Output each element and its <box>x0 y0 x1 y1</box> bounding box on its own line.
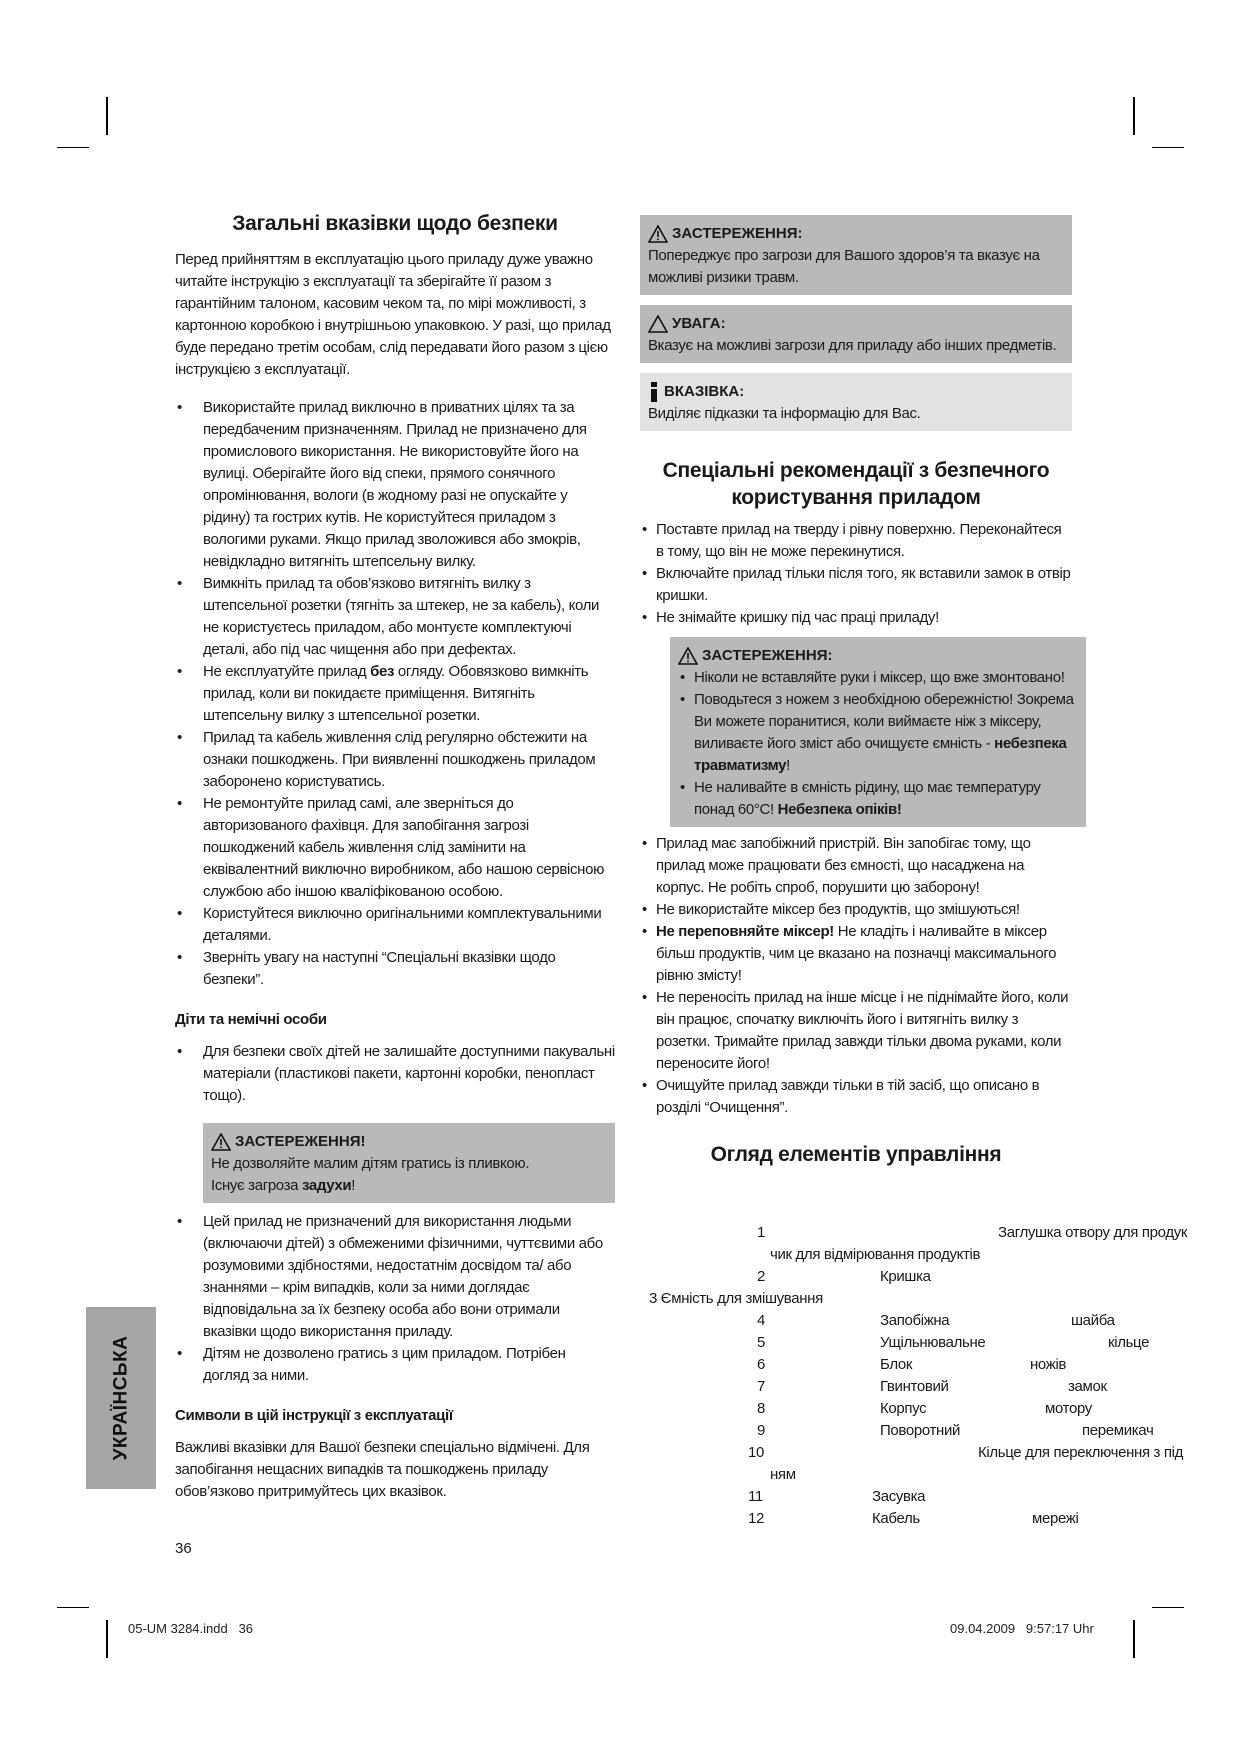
crop-mark <box>1133 97 1135 135</box>
warning-box-children <box>203 1123 615 1203</box>
caution-triangle-icon <box>648 315 668 333</box>
crop-mark <box>106 97 108 135</box>
crop-mark <box>1133 1620 1135 1658</box>
control-label: кільце <box>1108 1334 1150 1351</box>
special-list <box>640 519 1072 629</box>
legend-box-text: Вказує на можливі загрози для приладу або інших предметів. <box>648 337 1057 354</box>
list-item: • Користуйтеся виключно оригінальними комплектувальними деталями. <box>175 903 615 947</box>
control-number: 4 <box>757 1312 765 1329</box>
control-number: 12 <box>748 1510 764 1527</box>
warning-box-title: ЗАСТЕРЕЖЕННЯ! <box>211 1131 607 1153</box>
language-tab <box>86 1307 156 1489</box>
list-item: • Дітям не дозволено гратись з цим приладом. Потрібен догляд за ними. <box>175 1343 615 1387</box>
legend-box-caution <box>640 305 1072 363</box>
section-title-general-safety: Загальні вказівки щодо безпеки <box>232 212 558 235</box>
control-label: Запобіжна <box>880 1312 950 1329</box>
legend-box-title: ВКАЗІВКА: <box>664 383 745 400</box>
list-item: • Прилад має запобіжний пристрій. Він запобігає тому, що прилад може працювати без ємності, що насаджена на корпус. Не робіть спроб, порушити цю заборону! <box>640 833 1072 899</box>
list-item: • Не знімайте кришку під час праці приладу! <box>640 607 1072 629</box>
list-item: • Не використайте міксер без продуктів, що змішуються! <box>640 899 1072 921</box>
control-label: Засувка <box>872 1488 926 1505</box>
legend-box-title: УВАГА: <box>672 315 726 332</box>
list-item: • Поставте прилад на тверду і рівну поверхню. Переконайтеся в тому, що він не може перекинутися. <box>640 519 1072 563</box>
list-item: • Не переповняйте міксер! Не кладіть і наливайте в міксер більш продуктів, чим це вказано на позначці максимального рівню змісту! <box>640 921 1072 987</box>
legend-box-note <box>640 373 1072 431</box>
control-label: Гвинтовий <box>880 1378 949 1395</box>
subheading-children: Діти та немічні особи <box>175 1011 327 1028</box>
left-column <box>175 210 615 1519</box>
legend-box-text: Попереджує про загрози для Вашого здоров’я та вказує на можливі ризики травм. <box>648 247 1040 286</box>
control-label: замок <box>1068 1378 1107 1395</box>
list-item: • Поводьтеся з ножем з необхідною обережністю! Зокрема Ви можете поранитися, коли виймаєте ніж з міксеру, виливаєте його зміст або очищуєте ємність - небезпека травматизму! <box>678 689 1078 777</box>
control-number: 11 <box>748 1488 763 1505</box>
footer-timestamp: 09.04.2009 9:57:17 Uhr <box>950 1621 1094 1636</box>
control-label: Кришка <box>880 1268 931 1285</box>
warning-box-text: Не дозволяйте малим дітям гратись із пливкою. Існує загроза задухи! <box>211 1155 530 1194</box>
children-list <box>175 1041 615 1107</box>
control-label: чик для відмірювання продуктів <box>770 1246 981 1263</box>
info-icon <box>648 382 660 402</box>
list-item: • Включайте прилад тільки після того, як вставили замок в отвір кришки. <box>640 563 1072 607</box>
crop-mark <box>1152 147 1184 148</box>
control-number: 6 <box>757 1356 765 1373</box>
control-number: 7 <box>757 1378 765 1395</box>
control-label: Ущільнювальне <box>880 1334 986 1351</box>
list-item: • Не експлуатуйте прилад без огляду. Обовязково вимкніть прилад, коли ви покидаєте приміщення. Витягніть штепсельну вилку з штепсельної розетки. <box>175 661 615 727</box>
language-tab-label: УКРАЇНСЬКА <box>110 1335 131 1461</box>
control-label: 3 Ємність для змішування <box>649 1290 823 1307</box>
symbols-paragraph: Важливі вказівки для Вашої безпеки спеціально відмічені. Для запобігання нещасних випадків та пошкоджень приладу обов’язково притримуйтесь цих вказівок. <box>175 1439 590 1500</box>
section-title-special-safety: Спеціальні рекомендації з безпечного користування приладом <box>662 459 1050 509</box>
legend-box-warning <box>640 215 1072 295</box>
legend-box-title: ЗАСТЕРЕЖЕННЯ: <box>672 225 803 242</box>
control-label: ножів <box>1030 1356 1067 1373</box>
control-label: Кабель <box>872 1510 920 1527</box>
list-item: • Ніколи не вставляйте руки і міксер, що вже змонтовано! <box>678 667 1078 689</box>
list-item: • Використайте прилад виключно в приватних цілях та за передбаченим призначенням. Прилад не призначено для промислового використання. Не використовуйте його на вулиці. Оберігайте його від спеки, прямого сонячного опромінювання, вологи (в жодному разі не опускайте у рідину) та гострих кутів. Не користуйтеся приладом з вологими руками. Якщо прилад зволожився або змокрів, невідкладно витягніть штепсельну вилку. <box>175 397 615 573</box>
list-item: • Очищуйте прилад завжди тільки в тій засіб, що описано в розділі “Очищення”. <box>640 1075 1072 1119</box>
page-number: 36 <box>175 1540 192 1557</box>
control-label: Заглушка отвору для продук <box>998 1224 1188 1241</box>
crop-mark <box>1152 1607 1184 1608</box>
list-item: • Цей прилад не призначений для використання людьми (включаючи дітей) з обмеженими фізичними, чуттєвими або розумовими здібностями, недостатнім досвідом та/ або знаннями – крім випадків, коли за ними доглядає відповідальна за їх безпеку особа або вони отримали вказівки щодо використання приладу. <box>175 1211 615 1343</box>
list-item: • Для безпеки своїх дітей не залишайте доступними пакувальні матеріали (пластикові пакети, картонні коробки, пенопласт тощо). <box>175 1041 615 1107</box>
limitation-list <box>175 1211 615 1387</box>
footer-file-info: 05-UM 3284.indd 36 <box>128 1621 254 1636</box>
warning-triangle-icon <box>678 647 698 665</box>
control-label: перемикач <box>1082 1422 1154 1439</box>
intro-paragraph: Перед прийняттям в експлуатацію цього приладу дуже уважно читайте інструкцію з експлуатації та зберігайте її разом з гарантійним талоном, касовим чеком та, по мірі можливості, з картонною коробкою і внутрішньою упаковкою. У разі, що прилад буде передано третім особам, слід передавати його разом з цією інструкцією з експлуатації. <box>175 251 611 378</box>
control-label: мережі <box>1032 1510 1079 1527</box>
control-number: 9 <box>757 1422 765 1439</box>
control-number: 10 <box>748 1444 764 1461</box>
control-label: шайба <box>1071 1312 1115 1329</box>
crop-mark <box>106 1620 108 1658</box>
warning-list <box>678 667 1078 821</box>
control-label: ням <box>770 1466 796 1483</box>
control-label: мотору <box>1045 1400 1092 1417</box>
warning-triangle-icon <box>648 225 668 243</box>
right-column <box>640 215 1072 1180</box>
legend-box-text: Виділяє підказки та інформацію для Вас. <box>648 405 921 422</box>
control-label: Корпус <box>880 1400 927 1417</box>
list-item: • Вимкніть прилад та обов’язково витягніть вилку з штепсельної розетки (тягніть за штекер, не за кабель), коли не користуєтесь приладом, або монтуєте комплектуючі деталі, або під час чищення або при дефектах. <box>175 573 615 661</box>
usage-list <box>640 833 1072 1119</box>
subheading-symbols: Символи в цій інструкції з експлуатації <box>175 1407 453 1424</box>
control-label: Поворотний <box>880 1422 961 1439</box>
warning-triangle-icon <box>211 1133 231 1151</box>
control-number: 8 <box>757 1400 765 1417</box>
list-item: • Не ремонтуйте прилад самі, але зверніться до авторизованого фахівця. Для запобігання загрозі пошкоджений кабель живлення слід замінити на еквівалентний виключно виробником, або нашою сервісною службою або іншою кваліфікованою особою. <box>175 793 615 903</box>
safety-list <box>175 397 615 991</box>
list-item: • Не переносіть прилад на інше місце і не піднімайте його, коли він працює, спочатку виключіть його і витягніть вилку з розетки. Тримайте прилад завжди тільки двома руками, коли переносите його! <box>640 987 1072 1075</box>
control-label: Кільце для переключення з під <box>978 1444 1184 1461</box>
control-label: Блок <box>880 1356 913 1373</box>
section-title-controls: Огляд елементів управління <box>710 1143 1002 1166</box>
list-item: • Прилад та кабель живлення слід регулярно обстежити на ознаки пошкоджень. При виявленні пошкоджень приладом заборонено користуватись. <box>175 727 615 793</box>
list-item: • Не наливайте в ємність рідину, що має температуру понад 60°C! Небезпека опіків! <box>678 777 1078 821</box>
control-number: 5 <box>757 1334 765 1351</box>
crop-mark <box>57 147 89 148</box>
warning-box-mixer <box>670 637 1086 827</box>
crop-mark <box>57 1607 89 1608</box>
list-item: • Зверніть увагу на наступні “Спеціальні вказівки щодо безпеки”. <box>175 947 615 991</box>
control-number: 1 <box>757 1224 765 1241</box>
warning-box-title: ЗАСТЕРЕЖЕННЯ: <box>702 647 833 664</box>
control-number: 2 <box>757 1268 765 1285</box>
